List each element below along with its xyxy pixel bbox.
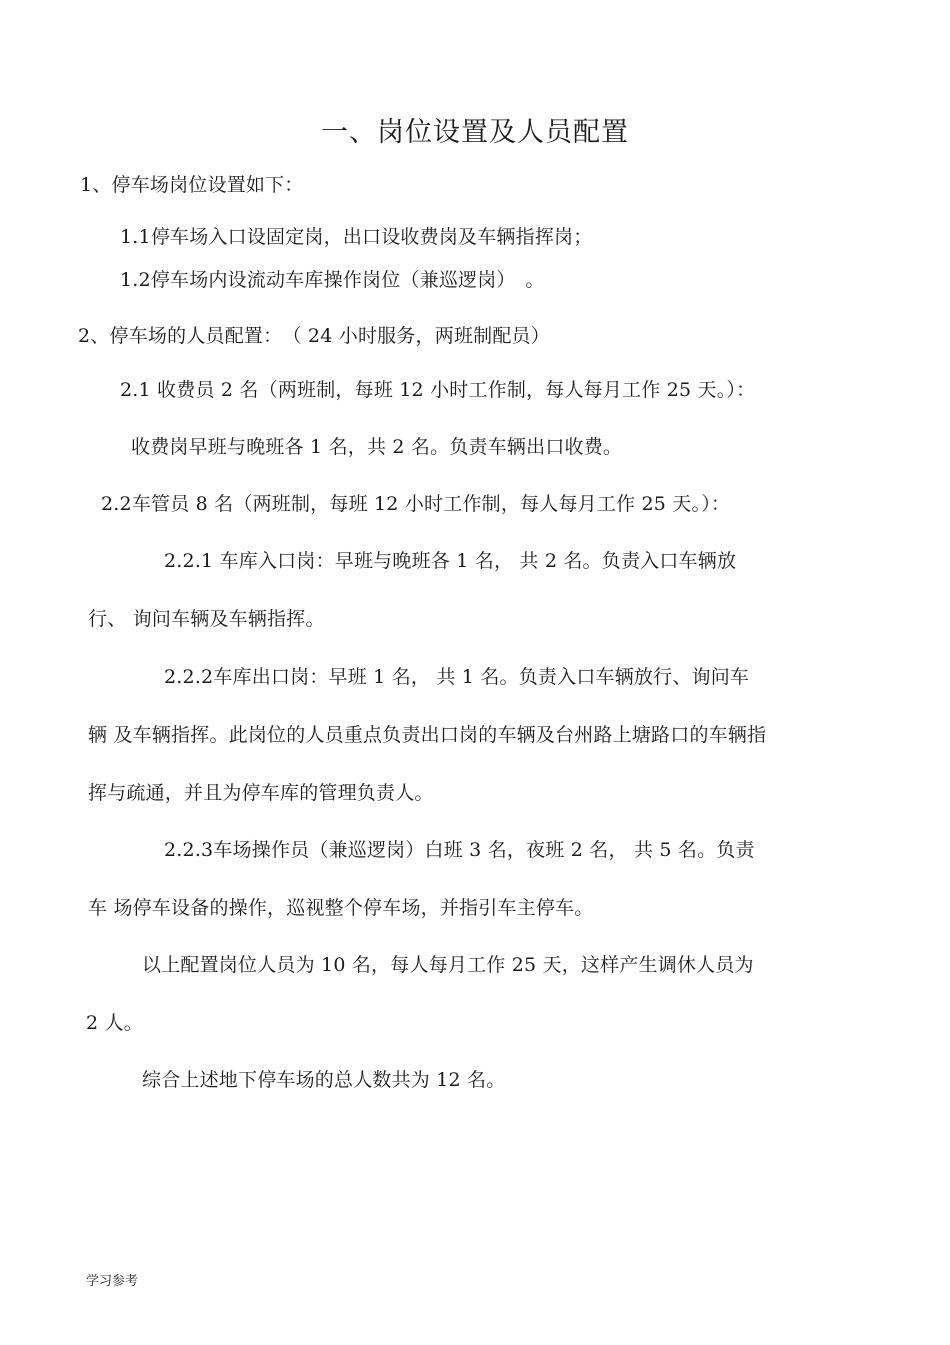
section-2-1-heading: 2.1 收费员 2 名（两班制，每班 12 小时工作制，每人每月工作 25 天。）： bbox=[120, 379, 756, 401]
section-2-2-3-line-1: 2.2.3车场操作员（兼巡逻岗）白班 3 名，夜班 2 名， 共 5 名。负责 bbox=[164, 839, 755, 861]
section-2-2-3-line-2: 车 场停车设备的操作，巡视整个停车场，并指引车主停车。 bbox=[88, 897, 594, 919]
section-1-item-2: 1.2停车场内设流动车库操作岗位（兼巡逻岗） 。 bbox=[120, 269, 545, 291]
section-2-2-heading: 2.2车管员 8 名（两班制，每班 12 小时工作制，每人每月工作 25 天。）： bbox=[101, 493, 731, 515]
section-2-2-2-line-2: 辆 及车辆指挥。此岗位的人员重点负责出口岗的车辆及台州路上塘路口的车辆指 bbox=[88, 724, 767, 746]
page-footer: 学习参考 bbox=[86, 1274, 139, 1289]
page-title: 一、岗位设置及人员配置 bbox=[321, 117, 629, 148]
total-line: 综合上述地下停车场的总人数共为 12 名。 bbox=[142, 1069, 506, 1091]
section-2-2-2-line-3: 挥与疏通，并且为停车库的管理负责人。 bbox=[88, 782, 434, 804]
summary-line-1: 以上配置岗位人员为 10 名，每人每月工作 25 天，这样产生调休人员为 bbox=[142, 954, 754, 976]
section-1-item-1: 1.1停车场入口设固定岗，出口设收费岗及车辆指挥岗； bbox=[120, 226, 593, 248]
section-1-heading: 1、停车场岗位设置如下： bbox=[80, 174, 304, 196]
section-2-heading: 2、停车场的人员配置： （ 24 小时服务，两班制配员） bbox=[78, 325, 550, 347]
section-2-1-body: 收费岗早班与晚班各 1 名，共 2 名。负责车辆出口收费。 bbox=[131, 436, 623, 458]
section-2-2-1-line-1: 2.2.1 车库入口岗：早班与晚班各 1 名， 共 2 名。负责入口车辆放 bbox=[164, 550, 737, 572]
section-2-2-2-line-1: 2.2.2车库出口岗：早班 1 名， 共 1 名。负责入口车辆放行、询问车 bbox=[164, 666, 750, 688]
summary-line-2: 2 人。 bbox=[86, 1012, 143, 1034]
section-2-2-1-line-2: 行、 询问车辆及车辆指挥。 bbox=[88, 608, 325, 630]
